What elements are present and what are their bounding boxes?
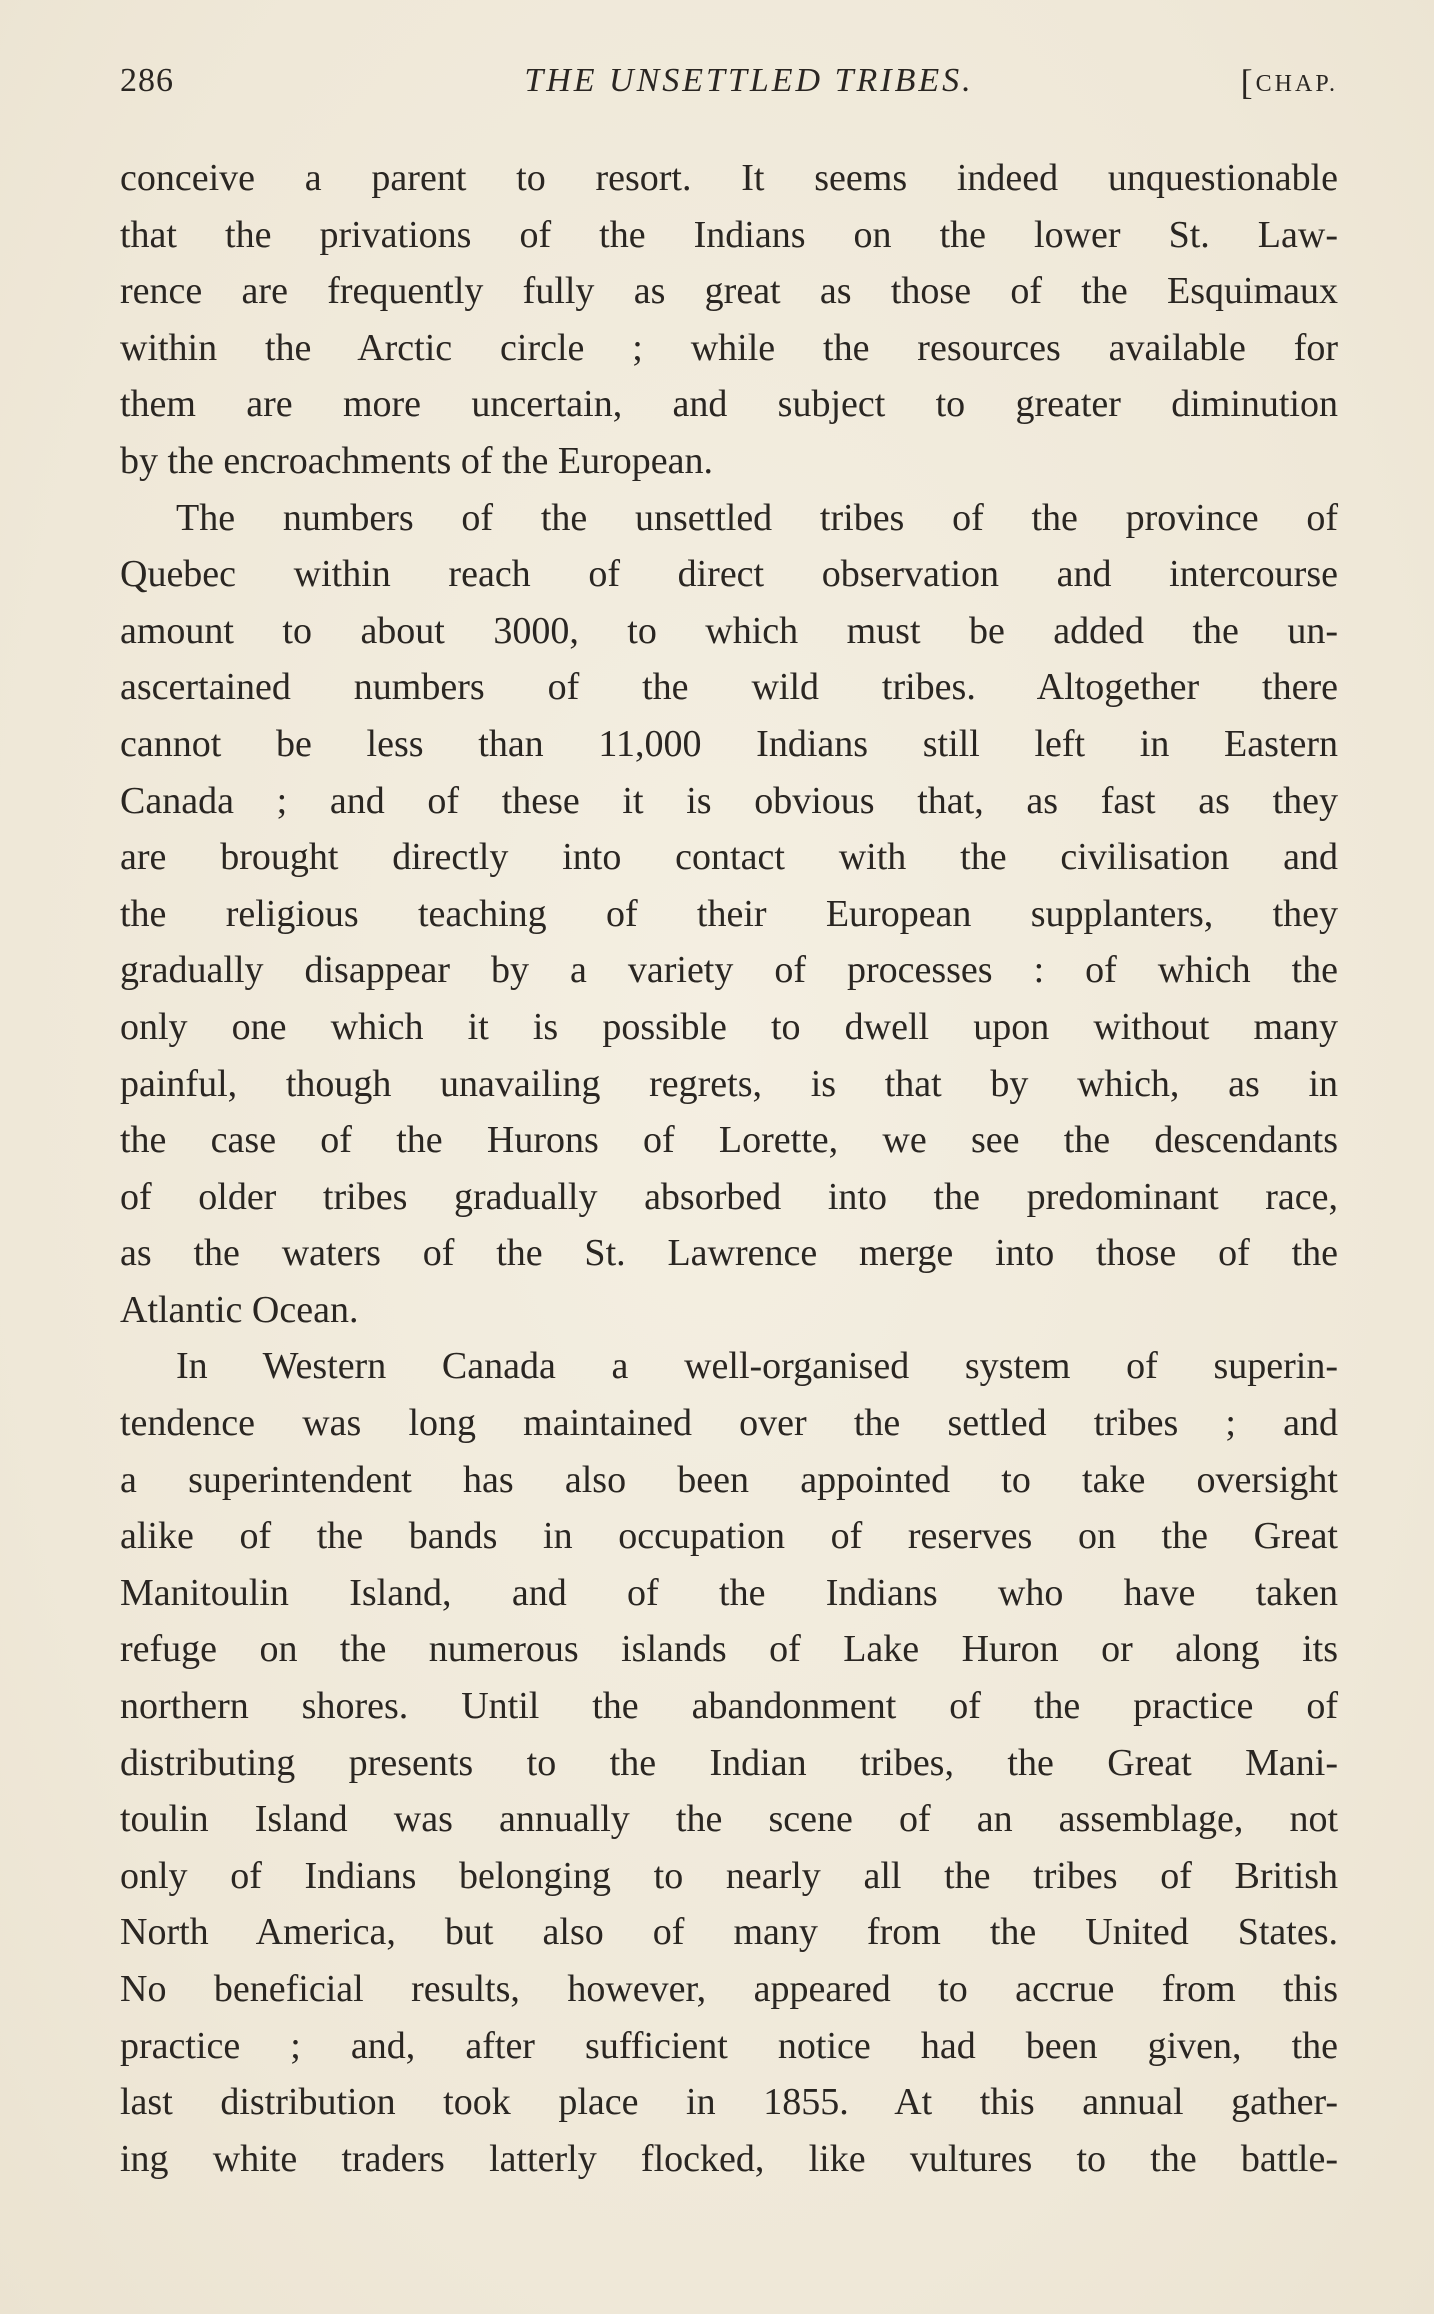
text-line: the religious teaching of their European supplanters, they [120, 892, 1338, 935]
text-line: refuge on the numerous islands of Lake Huron or along its [120, 1628, 1338, 1671]
text-line: northern shores. Until the abandonment of the practice of [120, 1685, 1338, 1728]
text-line: of older tribes gradually absorbed into the predominant race, [120, 1175, 1338, 1218]
text-line: North America, but also of many from the United States. [120, 1911, 1338, 1954]
text-line: only one which it is possible to dwell upon without many [120, 1005, 1338, 1048]
text-line: Atlantic Ocean. [120, 1288, 359, 1331]
text-line: rence are frequently fully as great as those of the Esquimaux [120, 270, 1338, 313]
text-line: amount to about 3000, to which must be added the un- [120, 609, 1338, 652]
paragraph-start-line: The numbers of the unsettled tribes of the province of [176, 496, 1338, 539]
running-title: THE UNSETTLED TRIBES. [524, 62, 974, 99]
text-line: ascertained numbers of the wild tribes. Altogether there [120, 666, 1338, 709]
text-line: ing white traders latterly flocked, like vultures to the battle- [120, 2137, 1338, 2180]
page-header [120, 62, 1338, 112]
text-line: toulin Island was annually the scene of an assemblage, not [120, 1798, 1338, 1841]
text-line: that the privations of the Indians on the lower St. Law- [120, 213, 1338, 256]
page-number: 286 [120, 62, 174, 99]
text-line: Quebec within reach of direct observation and intercourse [120, 553, 1338, 596]
text-line: alike of the bands in occupation of reserves on the Great [120, 1515, 1338, 1558]
text-line: within the Arctic circle ; while the resources available for [120, 326, 1338, 369]
text-line: last distribution took place in 1855. At this annual gather- [120, 2081, 1338, 2124]
text-line: gradually disappear by a variety of processes : of which the [120, 949, 1338, 992]
chapter-marker [1241, 62, 1338, 104]
paragraph-start-line: In Western Canada a well-organised system of superin- [176, 1345, 1338, 1388]
text-line: painful, though unavailing regrets, is that by which, as in [120, 1062, 1338, 1105]
text-line: No beneficial results, however, appeared to accrue from this [120, 1968, 1338, 2010]
text-line: Manitoulin Island, and of the Indians who have taken [120, 1571, 1338, 1614]
chapter-bracket: [ [1240, 62, 1256, 102]
text-line: practice ; and, after sufficient notice had been given, the [120, 2024, 1338, 2067]
text-line: the case of the Hurons of Lorette, we see the descendants [120, 1119, 1338, 1162]
text-line: cannot be less than 11,000 Indians still left in Eastern [120, 722, 1338, 765]
text-line: by the encroachments of the European. [120, 439, 713, 482]
chapter-label: CHAP. [1255, 71, 1338, 97]
text-line: Canada ; and of these it is obvious that, as fast as they [120, 779, 1338, 822]
body-text [120, 150, 1338, 2187]
text-line: them are more uncertain, and subject to greater diminution [120, 383, 1338, 426]
text-line: only of Indians belonging to nearly all the tribes of British [120, 1854, 1338, 1897]
text-line: distributing presents to the Indian tribes, the Great Mani- [120, 1741, 1338, 1784]
text-line: are brought directly into contact with the civilisation and [120, 836, 1338, 879]
text-line: a superintendent has also been appointed to take oversight [120, 1458, 1338, 1501]
text-line: as the waters of the St. Lawrence merge into those of the [120, 1232, 1338, 1275]
text-line: conceive a parent to resort. It seems indeed unquestionable [120, 157, 1338, 199]
text-line: tendence was long maintained over the settled tribes ; and [120, 1402, 1338, 1445]
